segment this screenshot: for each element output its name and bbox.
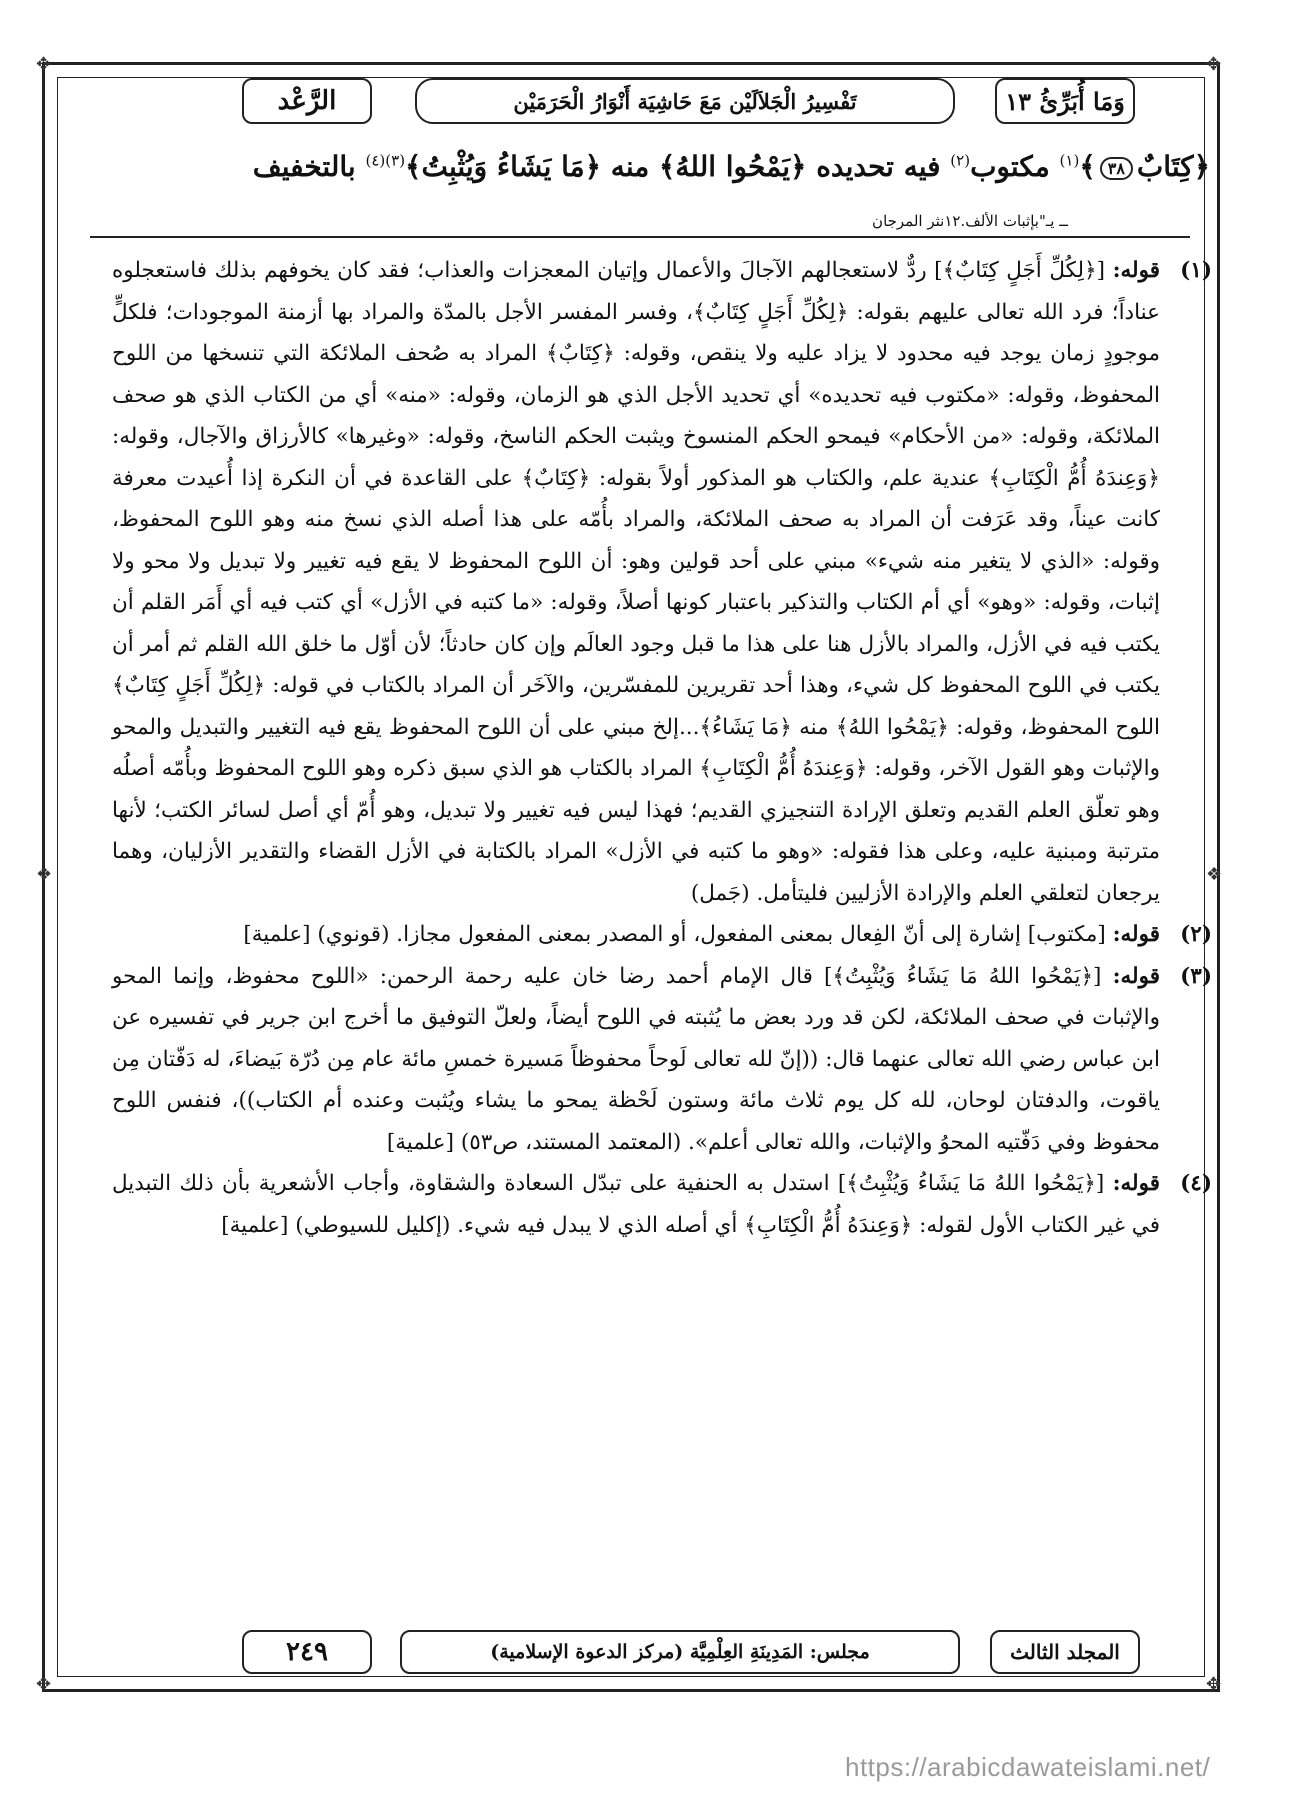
footnote-number: (٣) (1180, 963, 1212, 989)
page-footer (70, 1630, 1192, 1684)
footnote-ref: (١) (1059, 151, 1080, 170)
book-title-box (415, 78, 955, 124)
corner-ornament-icon: ✥ (1206, 1674, 1222, 1695)
footnote-label: قوله: (1112, 258, 1160, 283)
footnote (112, 250, 1212, 914)
corner-ornament-icon: ✥ (1206, 54, 1222, 75)
verse-word-kitab: ﴿كِتَابٌ (1136, 150, 1210, 183)
publisher-box (400, 1630, 960, 1674)
verse-commentary: مكتوب (970, 150, 1060, 183)
page-number: ٢٤٩ (286, 1637, 328, 1667)
verse-commentary: بالتخفيف (252, 150, 366, 183)
footnotes (112, 250, 1212, 1246)
footnote-label: قوله: (1112, 922, 1160, 947)
surah-name: الرَّعْد (277, 86, 337, 116)
footnote (112, 1163, 1212, 1246)
divider-line (90, 236, 1190, 238)
side-ornament-icon: ❖ (1206, 864, 1223, 885)
footnote-text: [مكتوب] إشارة إلى أنّ الفِعال بمعنى المفعول، أو المصدر بمعنى المفعول مجازا. (قونوي) [علمية] (243, 922, 1106, 947)
footnote (112, 956, 1212, 1164)
verse-line (130, 150, 1210, 210)
footnote-ref: (٢) (950, 151, 971, 170)
footnote-label: قوله: (1112, 1171, 1160, 1196)
juz-name: وَمَا أُبَرِّئُ ١٣ (1005, 86, 1125, 116)
ayah-number-marker: ٣٨ (1100, 157, 1133, 180)
surah-name-box (242, 78, 372, 124)
footnote-text: [﴿يَمْحُوا اللهُ مَا يَشَاءُ وَيُثْبِتُ﴾] قال الإمام أحمد رضا خان عليه رحمة الرحمن: «اللوح محفوظ، وإنما المحو والإثبات في صحف الملائكة، لكن قد ورد بعض ما يُثبته في اللوح أيضاً، ولعلّ التوفيق ما أخرج ابن جرير في تفسيره عن ابن عباس رضي الله تعالى عنهما قال: ((إنّ لله تعالى لَوحاً محفوظاً مَسيرة خمسِ مائة عام مِن دُرّة بَيضاءَ، له دَفّتان مِن ياقوت، والدفتان لوحان، لله كل يوم ثلاث مائة وستون لَحْظة يمحو ما يشاء ويُثبت وعنده أم الكتاب))، فنفس اللوح محفوظ وفي دَفّتيه المحوُ والإثبات، والله تعالى أعلم». (المعتمد المستند، ص٥٣) [علمية] (112, 963, 1161, 1155)
footnote-number: (٢) (1180, 922, 1212, 947)
watermark-url: https://arabicdawateislami.net/ (845, 1752, 1211, 1782)
footnote-text: [﴿يَمْحُوا اللهُ مَا يَشَاءُ وَيُثْبِتُ﴾] استدل به الحنفية على تبدّل السعادة والشقاوة، وأجاب الأشعرية بأن ذلك التبديل في غير الكتاب الأول لقوله: ﴿وَعِندَهُ أُمُّ الْكِتَابِ﴾ أي أصله الذي لا يبدل فيه شيء. (إكليل للسيوطي) [علمية] (112, 1171, 1160, 1238)
footnote-number: (٤) (1180, 1171, 1212, 1196)
footnote (112, 914, 1212, 956)
volume-label: المجلد الثالث (1010, 1640, 1120, 1664)
page-header (70, 74, 1192, 134)
corner-ornament-icon: ✥ (36, 1674, 52, 1695)
footnote-label: قوله: (1112, 963, 1160, 989)
publisher: مجلس: المَدِينَةِ العِلْمِيَّة (مركز الدعوة الإسلامية) (490, 1641, 870, 1663)
source-note: ــ يـ"بإثبات الألف.١٢نثر المرجان (872, 212, 1068, 230)
corner-ornament-icon: ✥ (36, 54, 52, 75)
book-title: تَفْسِيرُ الْجَلاَلَيْن مَعَ حَاشِيَة أَنْوَارُ الْحَرَمَيْن (513, 88, 857, 114)
footnote-number: (١) (1180, 258, 1212, 283)
volume-box (990, 1630, 1140, 1674)
footnote-text: [﴿لِكُلِّ أَجَلٍ كِتَابٌ﴾] ردٌّ لاستعجالهم الآجالَ والأعمال وإتيان المعجزات والعذاب؛ فقد كان يخوفهم بذلك فاستعجلوه عناداً؛ فرد الله تعالى عليهم بقوله: ﴿لِكُلِّ أَجَلٍ كِتَابٌ﴾، وفسر المفسر الأجل بالمدّة والمراد بها أزمنة الموجودات؛ فلكلٍّ موجودٍ زمان يوجد فيه محدود لا يزاد عليه ولا ينقص، وقوله: ﴿كِتَابٌ﴾ المراد به صُحف الملائكة التي تنسخها من اللوح المحفوظ، وقوله: «مكتوب فيه تحديده» أي تحديد الأجل الذي هو الزمان، وقوله: «منه» أي من الكتاب الذي هو صحف الملائكة، وقوله: «من الأحكام» فيمحو الحكم المنسوخ ويثبت الحكم الناسخ، وقوله: «وغيرها» كالأرزاق والآجال، وقوله: ﴿وَعِندَهُ أُمُّ الْكِتَابِ﴾ عندية علم، والكتاب هو المذكور أولاً بقوله: ﴿كِتَابٌ﴾ على القاعدة في أن النكرة إذا أُعيدت معرفة كانت عيناً، وقد عَرَفت أن المراد به صحف الملائكة، والمراد بأُمّه على هذا أصله الذي نسخ منه وهو اللوح المحفوظ، وقوله: «الذي لا يتغير منه شيء» مبني على أحد قولين وهو: أن اللوح المحفوظ لا يقع فيه تغيير ولا تبديل ولا محو ولا إثبات، وقوله: «وهو» أي أم الكتاب والتذكير باعتبار كونها أصلاً، وقوله: «ما كتبه في الأزل» أي كتب فيه أي أَمَر القلم أن يكتب فيه في الأزل، والمراد بالأزل هنا على هذا ما قبل وجود العالَم وإن كان حادثاً؛ لأن أوّل ما خلق الله القلم ثم أمر أن يكتب في اللوح المحفوظ كل شيء، وهذا أحد تقريرين للمفسّرين، والآخَر أن المراد بالكتاب في قوله: ﴿لِكُلِّ أَجَلٍ كِتَابٌ﴾ اللوح المحفوظ، وقوله: ﴿يَمْحُوا اللهُ﴾ منه ﴿مَا يَشَاءُ﴾...إلخ مبني على أن اللوح المحفوظ يقع فيه التغيير والتبديل والمحو والإثبات وهو القول الآخر، وقوله: ﴿وَعِندَهُ أُمُّ الْكِتَابِ﴾ المراد بالكتاب هو الذي سبق ذكره وهو اللوح المحفوظ وبأُمّه أصلُه وهو تعلّق العلم القديم وتعلق الإرادة التنجيزي القديم؛ فهذا ليس فيه تغيير ولا تبديل، وهو أُمّ أي أصل لسائر الكتب؛ لأنها مترتبة ومبنية عليه، وعلى هذا فقوله: «وهو ما كتبه في الأزل» المراد بالكتابة في الأزل القضاء والتقدير الأزليان، وهما يرجعان لتعلقي العلم والإرادة الأزليين فليتأمل. (جَمل) (112, 258, 1160, 906)
juz-name-box (995, 78, 1135, 124)
side-ornament-icon: ❖ (36, 864, 53, 885)
footnote-ref: (٣)(٤) (365, 151, 406, 170)
page-number-box (242, 1630, 372, 1674)
verse-bracket: ﴾ (1079, 150, 1096, 183)
verse-commentary: فيه تحديده ﴿يَمْحُوا اللهُ﴾ منه ﴿مَا يَشَاءُ وَيُثْبِتُ﴾ (405, 150, 951, 183)
